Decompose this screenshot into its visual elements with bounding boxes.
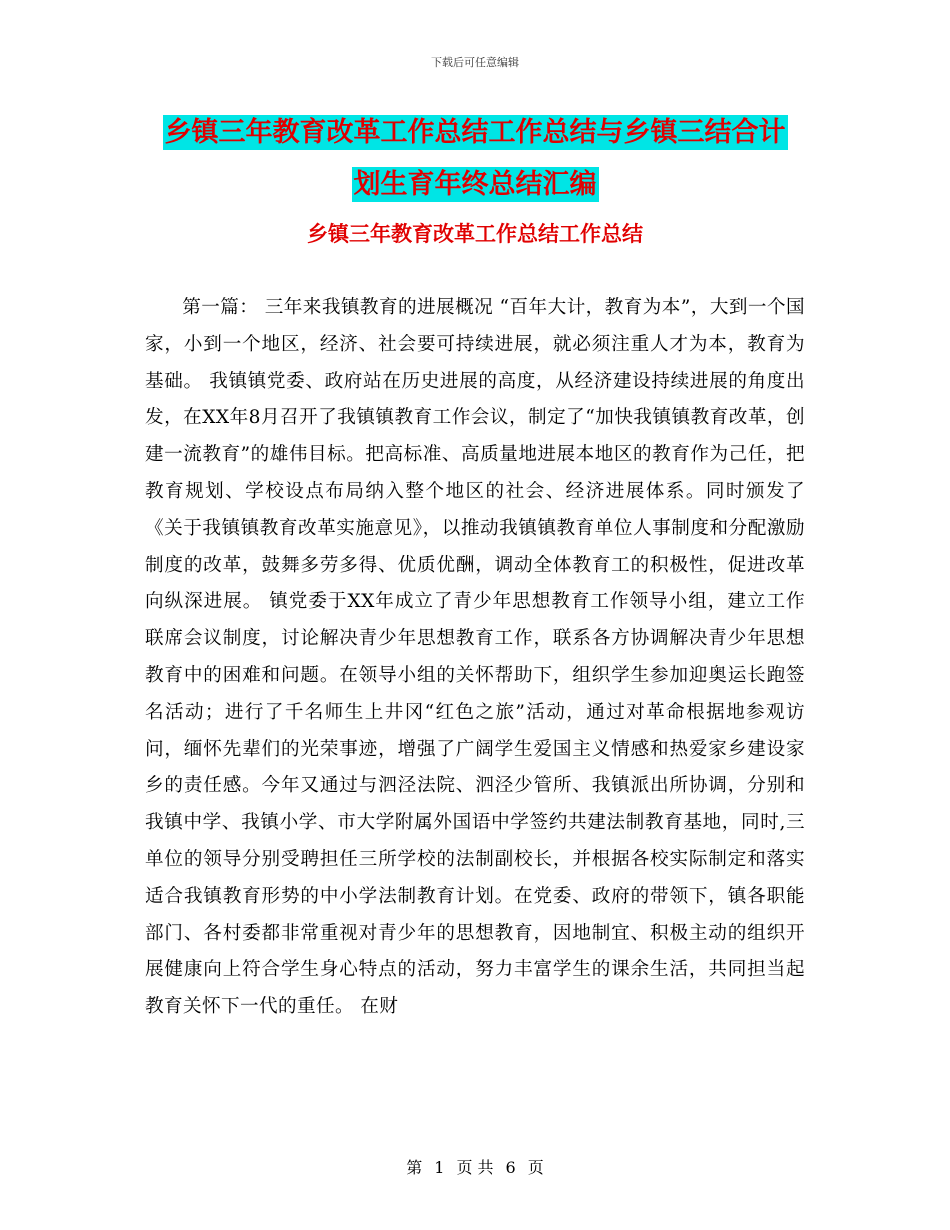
footer-page-number: 1 — [434, 1158, 445, 1177]
document-title-line2: 划生育年终总结汇编 — [353, 169, 597, 200]
footer-middle: 页 共 — [456, 1158, 494, 1177]
footer-total-pages: 6 — [505, 1158, 516, 1177]
footer-suffix: 页 — [527, 1158, 544, 1177]
document-title-line1: 乡镇三年教育改革工作总结工作总结与乡镇三结合计 — [164, 117, 786, 148]
footer-prefix: 第 — [406, 1158, 423, 1177]
page-header-note: 下载后可任意编辑 — [431, 56, 519, 69]
section-title: 乡镇三年教育改革工作总结工作总结 — [307, 222, 643, 246]
body-paragraph: 第一篇： 三年来我镇教育的进展概况 “百年大计，教育为本”，大到一个国家，小到一个地区，经济、社会要可持续进展，就必须注重人才为本，教育为基础。 我镇镇党委、政府站在历史进展的高度，从经济建设持续进展的角度出发，在XX年8月召开了我镇镇教育工作会议，制定了“加快我镇镇教育改革，创建一流教育”的雄伟目标。把高标准、高质量地进展本地区的教育作为己任，把教育规划、学校设点布局纳入整个地区的社会、经济进展体系。同时颁发了《关于我镇镇教育改革实施意见》，以推动我镇镇教育单位人事制度和分配激励制度的改革，鼓舞多劳多得、优质优酬，调动全体教育工的积极性，促进改革向纵深进展。 镇党委于XX年成立了青少年思想教育工作领导小组，建立工作联席会议制度，讨论解决青少年思想教育工作，联系各方协调解决青少年思想教育中的困难和问题。在领导小组的关怀帮助下，组织学生参加迎奥运长跑签名活动；进行了千名师生上井冈“红色之旅”活动，通过对革命根据地参观访问，缅怀先辈们的光荣事迹，增强了广阔学生爱国主义情感和热爱家乡建设家乡的责任感。今年又通过与泗泾法院、泗泾少管所、我镇派出所协调，分别和我镇中学、我镇小学、市大学附属外国语中学签约共建法制教育基地，同时,三单位的领导分别受聘担任三所学校的法制副校长，并根据各校实际制定和落实适合我镇教育形势的中小学法制教育计划。在党委、政府的带领下，镇各职能部门、各村委都非常重视对青少年的思想教育，因地制宜、积极主动的组织开展健康向上符合学生身心特点的活动，努力丰富学生的课余生活，共同担当起教育关怀下一代的重任。 在财 — [145, 297, 805, 1018]
page-footer — [0, 1155, 950, 1178]
document-title — [140, 107, 810, 211]
